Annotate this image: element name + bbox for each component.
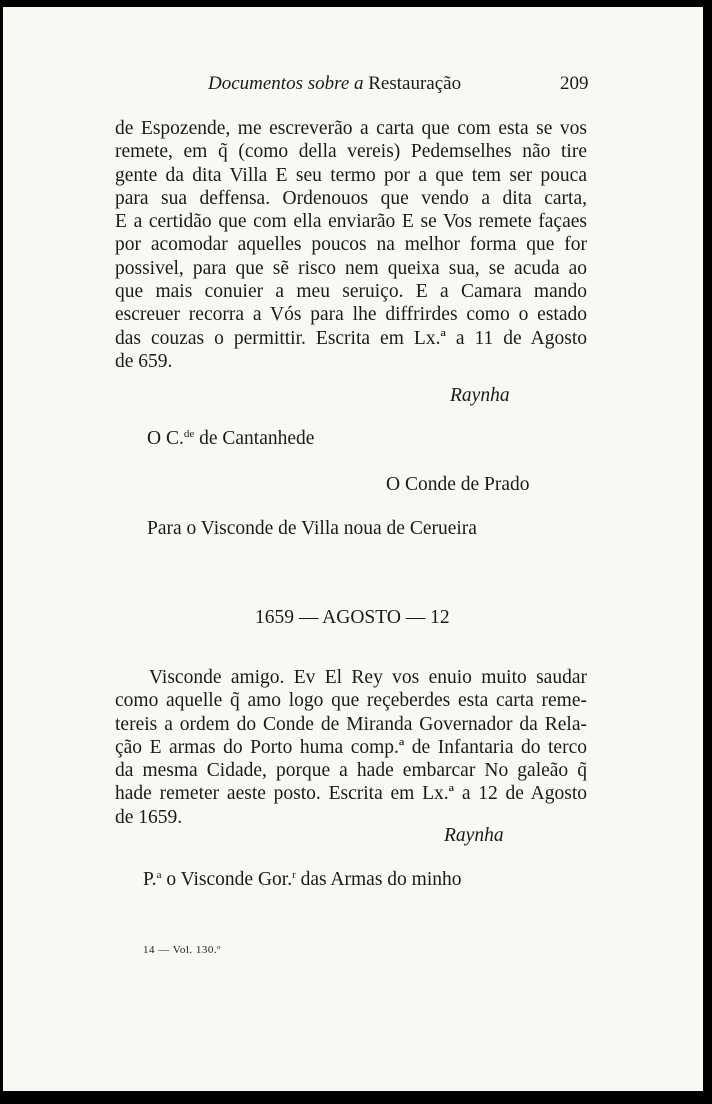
- addressee-sup1: a: [156, 869, 162, 881]
- header-title-italic: Documentos sobre a: [208, 73, 364, 94]
- running-header: [3, 73, 703, 101]
- text-line: gente da dita Villa E seu termo por a que tem ser pouca: [115, 164, 587, 186]
- text-line: das couzas o permittir. Escrita em Lx.ª a 11 de Agosto: [115, 327, 587, 349]
- text-line: ção E armas do Porto huma comp.ª de Infantaria do terco: [115, 736, 587, 758]
- text-line: Visconde amigo. Ev El Rey vos enuio muito saudar: [149, 667, 587, 688]
- letter1-countersign-1: [147, 428, 314, 450]
- addressee-b: o Visconde Gor.: [161, 869, 293, 890]
- footer-note: 14 — Vol. 130.º: [143, 944, 222, 956]
- letter1-signature: Raynha: [450, 385, 510, 406]
- letter2-addressee: [143, 869, 462, 891]
- text-line: E a certidão que com ella enviarão E se Vos remete façaes: [115, 211, 587, 233]
- addressee-c: das Armas do minho: [295, 869, 462, 890]
- letter1-addressee: Para o Visconde de Villa noua de Cerueira: [147, 518, 477, 539]
- letter1-body: [115, 117, 587, 373]
- text-line: remete, em q̃ (como della vereis) Pedemselhes não tire: [115, 141, 587, 163]
- text-line: possivel, para que sẽ risco nem queixa sua, se acuda ao: [115, 257, 587, 279]
- text-line: por acomodar aquelles poucos na melhor forma que for: [115, 234, 587, 256]
- text-line: de 659.: [115, 350, 173, 372]
- text-line: de 1659.: [115, 806, 183, 828]
- letter1-countersign-2: O Conde de Prado: [386, 474, 530, 495]
- text-line: que mais conuier a meu seruiço. E a Camara mando: [115, 281, 587, 303]
- text-line: de Espozende, me escreverão a carta que com esta se vos: [115, 118, 587, 139]
- letter2-signature: Raynha: [444, 825, 504, 846]
- text-line: tereis a ordem do Conde de Miranda Governador da Rela-: [115, 713, 587, 735]
- text-line: como aquelle q̃ amo logo que reçeberdes esta carta reme-: [115, 690, 587, 712]
- countersign-1-prefix: O C.: [147, 428, 184, 449]
- book-page: [3, 7, 703, 1091]
- addressee-sup2: r: [292, 869, 296, 881]
- countersign-1-sup: de: [183, 428, 195, 440]
- letter2-dateline: 1659 — AGOSTO — 12: [255, 607, 450, 628]
- text-line: hade remeter aeste posto. Escrita em Lx.ª a 12 de Agosto: [115, 783, 587, 805]
- page-number: 209: [560, 73, 589, 94]
- letter2-body: [115, 666, 587, 829]
- text-line: para sua deffensa. Ordenouos que vendo a dita carta,: [115, 187, 587, 209]
- header-title-rest: Restauração: [368, 73, 462, 94]
- addressee-a: P.: [143, 869, 157, 890]
- header-title: [208, 73, 461, 95]
- countersign-1-rest: de Cantanhede: [194, 428, 315, 449]
- text-line: escreuer recorra a Vós para lhe diffrirdes como o estado: [115, 304, 587, 326]
- text-line: da mesma Cidade, porque a hade embarcar No galeão q̃: [115, 760, 587, 782]
